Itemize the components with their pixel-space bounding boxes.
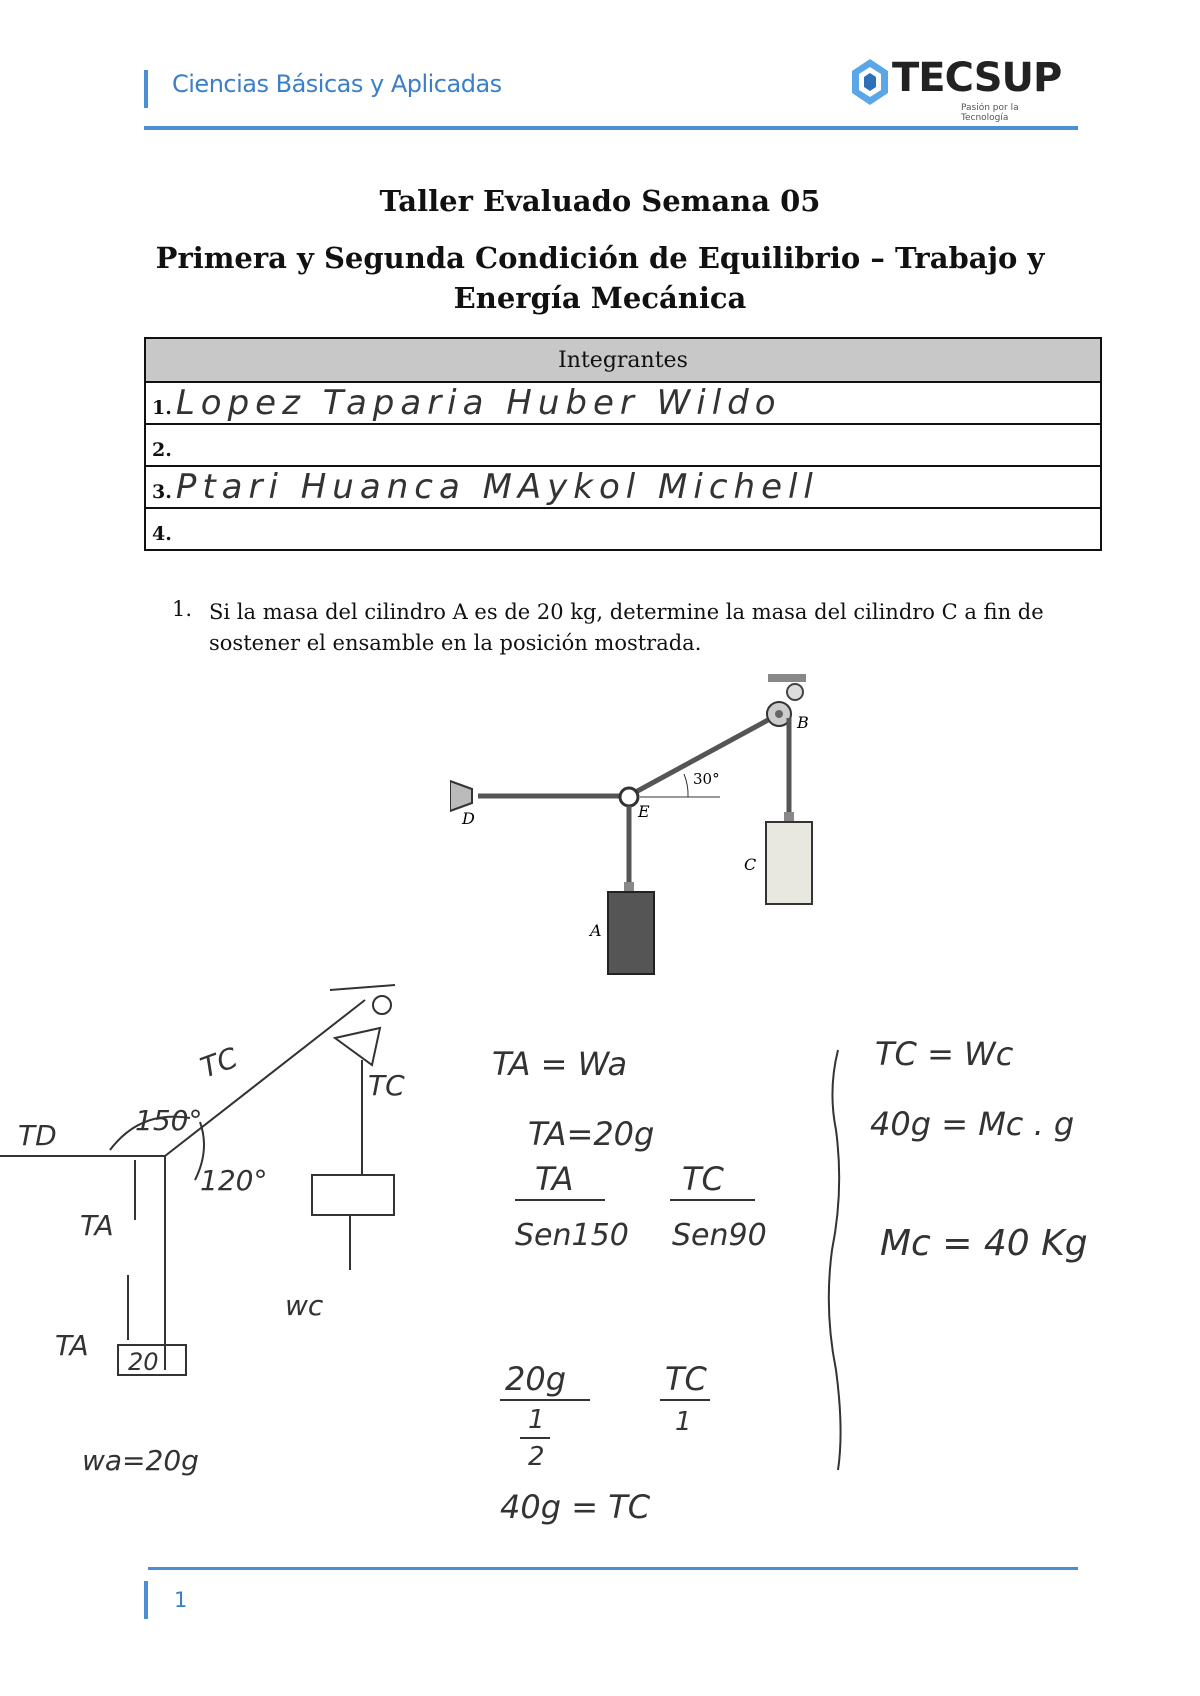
hw-eq1: TA = Wa [492, 1045, 628, 1083]
hw-eq3-den-left: Sen150 [515, 1218, 629, 1253]
label-a: A [590, 921, 602, 940]
label-b: B [797, 713, 809, 732]
hw-block-a: 20 [128, 1348, 159, 1376]
header-section-title: Ciencias Básicas y Aplicadas [172, 70, 502, 98]
hw-td: TD [18, 1119, 57, 1152]
handwritten-solution [0, 950, 1200, 1550]
table-row [145, 424, 1101, 466]
hw-wc: wc [285, 1289, 324, 1322]
cylinder-c [766, 822, 812, 904]
hw-eq2: TA=20g [528, 1115, 655, 1153]
hw-result1: TC = Wc [875, 1035, 1014, 1073]
hw-tc-rope: TC [196, 1041, 242, 1085]
member-cell [145, 382, 1101, 424]
doc-subtitle-line1: Primera y Segunda Condición de Equilibrio – Trabajo y [155, 241, 1045, 275]
logo-tagline: Pasión por la Tecnología [961, 103, 1019, 123]
hw-result2: 40g = Mc . g [870, 1105, 1075, 1143]
hw-eq4-frac-den: 2 [528, 1442, 545, 1472]
tecsup-logo [848, 55, 1068, 125]
divider-brace [829, 1050, 841, 1470]
logo-emblem-icon [848, 57, 892, 107]
members-header-row [145, 338, 1101, 382]
member-number: 2. [152, 439, 172, 461]
problem-text: Si la masa del cilindro A es de 20 kg, determine la masa del cilindro C a fin de sostener el ensamble en la posición mostrada. [209, 600, 1044, 655]
members-header: Integrantes [145, 338, 1101, 382]
hw-eq3-den-right: Sen90 [672, 1218, 767, 1253]
hw-result3: Mc = 40 Kg [880, 1223, 1088, 1264]
member-name: Ptari Huanca MAykol Michell [175, 467, 819, 507]
hw-tc-up: TC [368, 1069, 405, 1102]
table-row [145, 466, 1101, 508]
page-number: 1 [174, 1588, 188, 1612]
member-number: 3. [152, 481, 172, 503]
angle-arc [684, 774, 688, 797]
member-cell [145, 508, 1101, 550]
header-rule [144, 126, 1078, 130]
table-row [145, 508, 1101, 550]
hw-eq3-num-left: TA [535, 1160, 574, 1198]
ring-e [620, 788, 638, 806]
hw-angle-120: 120° [200, 1164, 268, 1197]
hw-eq3-num-right: TC [682, 1160, 724, 1198]
hw-angle-150: 150° [135, 1104, 203, 1137]
footer-accent-bar [144, 1581, 148, 1619]
ceiling-pin [787, 684, 803, 700]
logo-wordmark: TECSUP [892, 55, 1062, 101]
angle-label: 30° [693, 770, 720, 788]
hw-eq4-num-right: TC [665, 1360, 707, 1398]
member-cell [145, 424, 1101, 466]
support-d [450, 781, 472, 811]
member-cell [145, 466, 1101, 508]
ceiling-mount [768, 674, 806, 682]
hw-eq4-num-left: 20g [505, 1360, 567, 1398]
hw-wa: wa=20g [82, 1444, 199, 1477]
hw-eq4-den-right: 1 [675, 1407, 692, 1437]
hw-eq4-frac-num: 1 [528, 1405, 545, 1435]
doc-title: Taller Evaluado Semana 05 [379, 184, 821, 218]
table-row [145, 382, 1101, 424]
member-number: 4. [152, 523, 172, 545]
equilibrium-figure [450, 674, 820, 984]
hw-eq5: 40g = TC [500, 1488, 651, 1526]
member-name: Lopez Taparia Huber Wildo [175, 383, 782, 423]
hw-ta-up: TA [55, 1329, 89, 1362]
member-number: 1. [152, 397, 172, 419]
footer-rule [148, 1567, 1078, 1570]
doc-subtitle-line2: Energía Mecánica [453, 281, 747, 315]
hw-ta-down: TA [80, 1209, 114, 1242]
problem-number: 1. [172, 597, 193, 621]
label-d: D [462, 809, 475, 828]
label-c: C [744, 855, 757, 874]
header-accent-bar [144, 70, 148, 108]
members-table [144, 337, 1102, 551]
label-e: E [638, 802, 650, 821]
